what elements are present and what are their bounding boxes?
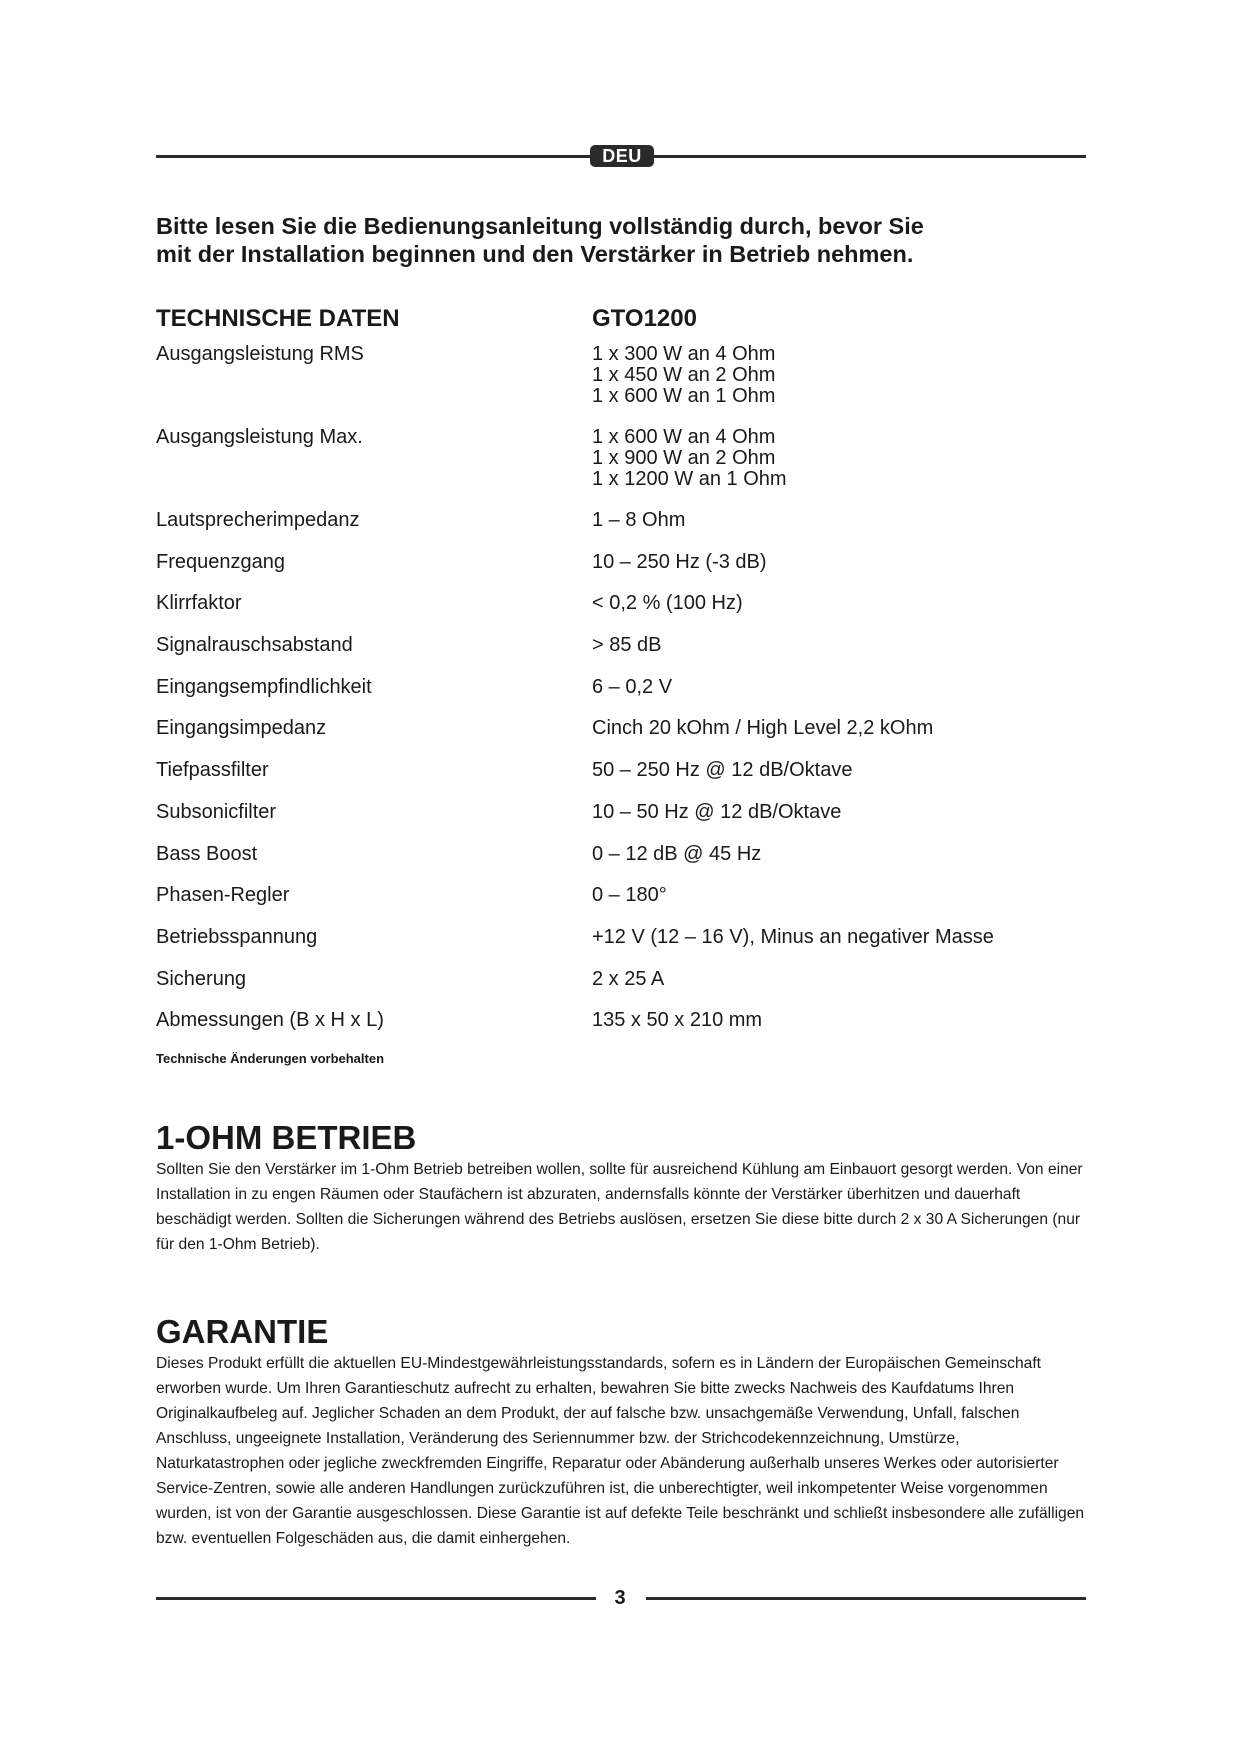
spec-label: Bass Boost — [156, 842, 258, 865]
spec-values — [592, 635, 662, 656]
bottom-rule-right — [646, 1597, 1086, 1600]
spec-note: Technische Änderungen vorbehalten — [156, 1051, 385, 1066]
spec-values — [592, 885, 667, 906]
warranty-section-body: Dieses Produkt erfüllt die aktuellen EU-Mindestgewährleistungsstandards, sofern es in Ländern der Europäischen Gemeinschaft erworben wurde. Um Ihren Garantieschutz aufrecht zu erhalten, bewahren Sie bitte zwecks Nachweis des Kaufdatums Ihren Originalkaufbeleg auf. Jeglicher Schaden an dem Produkt, der auf falsche bzw. unsachgemäße Verwendung, Unfall, falschen Anschluss, ungeeignete Installation, Veränderung des Seriennummer bzw. der Strichcodekennzeichnung, Umstürze, Naturkatastrophen oder jegliche zweckfremden Eingriffe, Reparatur oder Abänderung außerhalb unseres Werkes oder autorisierter Service-Zentren, sowie alle anderen Handlungen zurückzuführen ist, die unberechtigter, weil inkompetenter Weise vorgenommen wurden, ist von der Garantie ausgeschlossen. Diese Garantie ist auf defekte Teile beschränkt und schließt insbesondere alle zufälligen bzw. eventuellen Folgeschäden aus, die damit einhergehen. — [156, 1355, 1085, 1547]
spec-row — [156, 593, 1086, 635]
spec-value: 6 – 0,2 V — [592, 675, 673, 698]
spec-row — [156, 844, 1086, 886]
spec-values — [592, 344, 775, 407]
intro-heading — [156, 212, 1056, 268]
spec-values — [592, 593, 743, 614]
spec-row — [156, 552, 1086, 594]
page-number: 3 — [614, 1587, 626, 1609]
spec-values — [592, 552, 767, 573]
ohm-section-body: Sollten Sie den Verstärker im 1-Ohm Betrieb betreiben wollen, sollte für ausreichend Kühlung am Einbauort gesorgt werden. Von einer Installation in zu engen Räumen oder Staufächern ist abzuraten, andernsfalls könnte der Verstärker überhitzen und dauerhaft beschädigt werden. Sollten die Sicherungen während des Betriebs auslösen, ersetzen Sie diese bitte durch 2 x 30 A Sicherungen (nur für den 1-Ohm Betrieb). — [156, 1161, 1083, 1253]
spec-values — [592, 802, 841, 823]
spec-values — [592, 927, 994, 948]
spec-label: Subsonicfilter — [156, 800, 277, 823]
spec-heading-model: GTO1200 — [592, 305, 697, 332]
spec-values — [592, 510, 685, 531]
spec-label: Ausgangsleistung Max. — [156, 426, 363, 448]
language-badge: DEU — [590, 145, 654, 167]
spec-row — [156, 344, 1086, 427]
spec-row — [156, 1010, 1086, 1052]
spec-values — [592, 1010, 762, 1031]
ohm-section-title: 1-OHM BETRIEB — [156, 1119, 417, 1156]
spec-row — [156, 635, 1086, 677]
spec-value: 0 – 180° — [592, 884, 667, 907]
spec-value: 1 x 450 W an 2 Ohm — [592, 364, 776, 386]
spec-table-header — [156, 304, 1086, 344]
spec-label: Abmessungen (B x H x L) — [156, 1009, 384, 1032]
spec-row — [156, 510, 1086, 552]
spec-label: Klirrfaktor — [156, 592, 242, 615]
spec-values — [592, 718, 933, 739]
spec-row — [156, 718, 1086, 760]
spec-value: 0 – 12 dB @ 45 Hz — [592, 842, 762, 865]
spec-value: < 0,2 % (100 Hz) — [592, 592, 743, 615]
spec-label: Eingangsimpedanz — [156, 717, 327, 740]
spec-label: Phasen-Regler — [156, 884, 290, 907]
spec-values — [592, 760, 852, 781]
spec-value: 1 x 900 W an 2 Ohm — [592, 447, 776, 469]
spec-values — [592, 969, 664, 990]
spec-value: 50 – 250 Hz @ 12 dB/Oktave — [592, 759, 853, 782]
spec-row — [156, 427, 1086, 510]
spec-row — [156, 927, 1086, 969]
spec-value: 1 – 8 Ohm — [592, 509, 686, 531]
spec-values — [592, 427, 787, 490]
spec-label: Betriebsspannung — [156, 925, 318, 948]
spec-value: 10 – 50 Hz @ 12 dB/Oktave — [592, 800, 842, 823]
warranty-section-title: GARANTIE — [156, 1313, 329, 1350]
spec-value: 1 x 600 W an 4 Ohm — [592, 426, 776, 448]
spec-value: > 85 dB — [592, 634, 662, 657]
intro-line-1: Bitte lesen Sie die Bedienungsanleitung vollständig durch, bevor Sie — [156, 213, 924, 239]
spec-value: 1 x 1200 W an 1 Ohm — [592, 468, 787, 490]
spec-values — [592, 844, 761, 865]
spec-label: Frequenzgang — [156, 550, 285, 573]
spec-value: 2 x 25 A — [592, 967, 665, 990]
spec-row — [156, 885, 1086, 927]
spec-value: 10 – 250 Hz (-3 dB) — [592, 550, 767, 573]
spec-table — [156, 304, 1086, 1052]
spec-row — [156, 969, 1086, 1011]
spec-row — [156, 802, 1086, 844]
spec-heading-label: TECHNISCHE DATEN — [156, 305, 400, 332]
spec-value: 135 x 50 x 210 mm — [592, 1009, 763, 1032]
spec-value: Cinch 20 kOhm / High Level 2,2 kOhm — [592, 717, 934, 740]
spec-label: Ausgangsleistung RMS — [156, 343, 364, 365]
spec-label: Lautsprecherimpedanz — [156, 509, 360, 531]
spec-label: Eingangsempfindlichkeit — [156, 675, 372, 698]
spec-values — [592, 677, 672, 698]
spec-value: 1 x 600 W an 1 Ohm — [592, 385, 776, 407]
spec-label: Signalrauschsabstand — [156, 634, 353, 657]
bottom-rule-left — [156, 1597, 596, 1600]
intro-line-2: mit der Installation beginnen und den Verstärker in Betrieb nehmen. — [156, 241, 914, 267]
spec-value: +12 V (12 – 16 V), Minus an negativer Masse — [592, 925, 994, 948]
spec-row — [156, 677, 1086, 719]
spec-label: Tiefpassfilter — [156, 759, 269, 782]
spec-row — [156, 760, 1086, 802]
spec-value: 1 x 300 W an 4 Ohm — [592, 343, 776, 365]
spec-label: Sicherung — [156, 967, 247, 990]
